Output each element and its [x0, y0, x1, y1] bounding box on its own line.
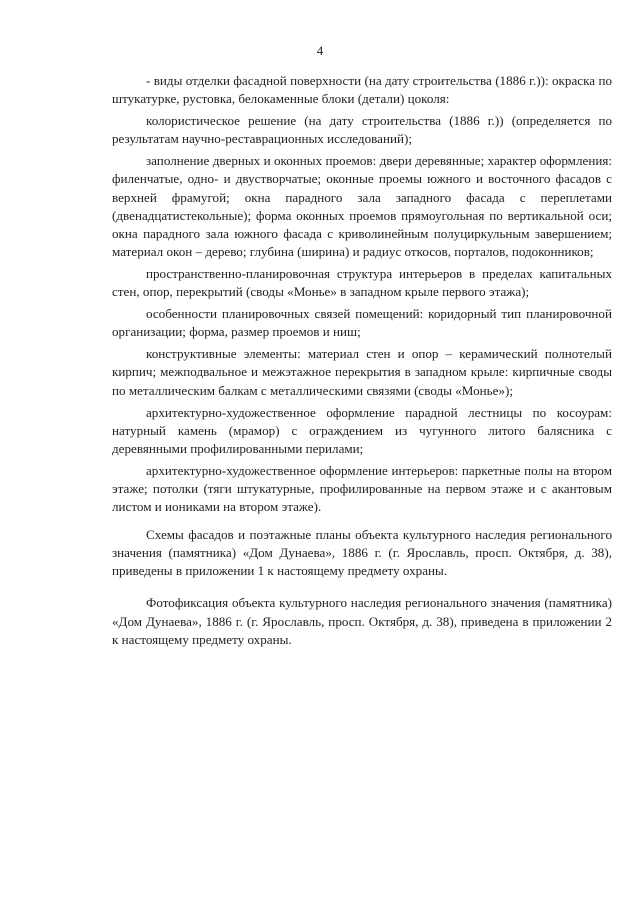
- paragraph-staircase: архитектурно-художественное оформление парадной лестницы по косоурам: натурный камень (мрамор) с ограждением из чугунного литого балясника с деревянными профилированными перилами;: [112, 404, 612, 456]
- paragraph-facade-finish: - виды отделки фасадной поверхности (на дату строительства (1886 г.)): окраска по штукатурке, рустовка, белокаменные блоки (детали) цоколя:: [112, 73, 612, 107]
- paragraph-planning-links: особенности планировочных связей помещений: коридорный тип планировочной организации; форма, размер проемов и ниш;: [112, 306, 612, 340]
- paragraph-color-scheme: колористическое решение (на дату строительства (1886 г.)) (определяется по результатам научно-реставрационных исследований);: [112, 113, 612, 147]
- paragraph-appendix-2: Фотофиксация объекта культурного наследия регионального значения (памятника) «Дом Дунаева», 1886 г. (г. Ярославль, просп. Октября, д. 38), приведена в приложении 2 к настоящему предмету охраны.: [112, 595, 612, 647]
- page-number: 4: [316, 43, 324, 58]
- paragraph-appendix-1: Схемы фасадов и поэтажные планы объекта культурного наследия регионального значения (памятника) «Дом Дунаева», 1886 г. (г. Ярославль, просп. Октября, д. 38), приведены в приложении 1 к настоящему предмету охраны.: [112, 527, 612, 579]
- document-body: [112, 72, 612, 649]
- paragraph-spatial-structure: пространственно-планировочная структура интерьеров в пределах капитальных стен, опор, перекрытий (своды «Монье» в западном крыле первого этажа);: [112, 265, 612, 300]
- paragraph-interior-decoration: архитектурно-художественное оформление интерьеров: паркетные полы на втором этаже; потолки (тяги штукатурные, профилированные на первом этаже и с акантовым листом и иониками на втором этаже).: [112, 462, 612, 515]
- paragraph-structural-elements: конструктивные элементы: материал стен и опор – керамический полнотелый кирпич; межподвальное и межэтажное перекрытия в западном крыле: кирпичные своды по металлическим балкам с металлическими связями (своды «Монье»);: [112, 346, 612, 398]
- paragraph-doors-windows: заполнение дверных и оконных проемов: двери деревянные; характер оформления: филенчатые, одно- и двустворчатые; оконные проемы южного и восточного фасадов с верхней фрамугой; окна парадного зала западного фасада с переплетами (двенадцатистекольные); форма оконных проемов прямоугольная по вертикальной оси; окна парадного зала южного фасада с криволинейным полуциркульным завершением; материал окон – дерево; глубина (ширина) и радиус откосов, порталов, подоконников;: [112, 153, 612, 259]
